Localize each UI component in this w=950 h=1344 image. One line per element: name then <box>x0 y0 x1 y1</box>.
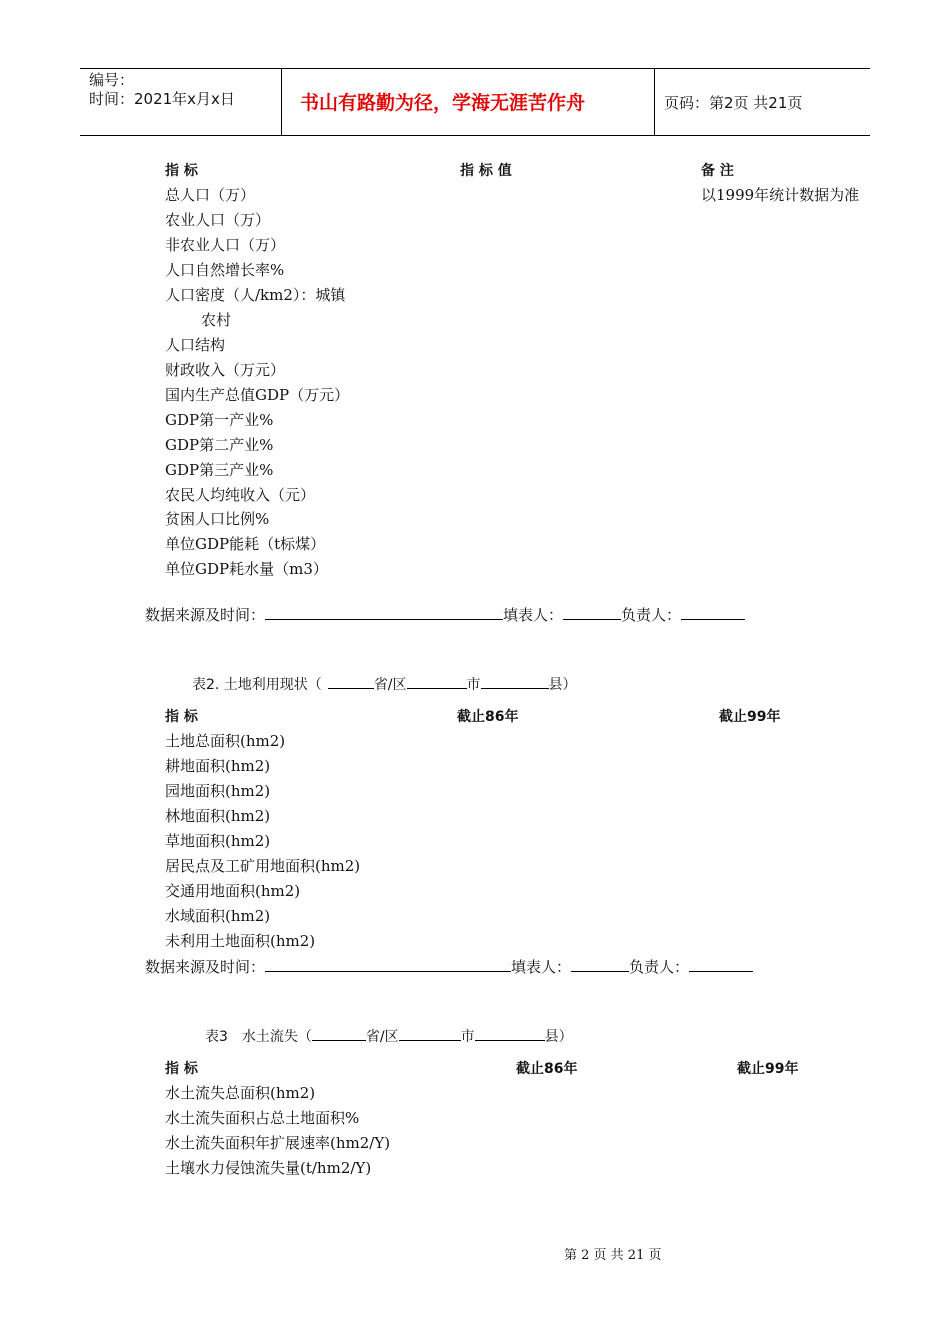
table3-col-86: 截止86年 <box>516 1061 578 1077</box>
table3-row: 土壤水力侵蚀流失量(t/hm2/Y) <box>165 1159 372 1177</box>
header-top-rule <box>80 68 870 69</box>
table1-row: 非农业人口（万） <box>165 236 286 254</box>
table1-row: 总人口（万） <box>165 186 256 204</box>
table1-row: 人口密度（人/km2）：城镇 <box>165 286 346 304</box>
table1-col-indicator: 指 标 <box>165 163 198 179</box>
table3-title-prefix: 表3 水土流失（ <box>205 1029 312 1045</box>
responsible-blank[interactable] <box>689 959 753 972</box>
table1-row: 单位GDP能耗（t标煤） <box>165 535 326 553</box>
table2-row: 耕地面积(hm2) <box>165 757 271 775</box>
table2-row: 未利用土地面积(hm2) <box>165 932 316 950</box>
table1-row: 贫困人口比例% <box>165 510 270 528</box>
table1-signature-line <box>145 607 745 623</box>
province-blank[interactable] <box>312 1028 366 1041</box>
table1-row: 人口自然增长率% <box>165 261 285 279</box>
table3-title <box>205 1028 573 1044</box>
table3-row: 水土流失面积占总土地面积% <box>165 1109 360 1127</box>
table3-row: 水土流失总面积(hm2) <box>165 1084 316 1102</box>
province-blank[interactable] <box>328 676 374 689</box>
header-motto: 书山有路勤为径，学海无涯苦作舟 <box>300 92 586 114</box>
table1-row: 单位GDP耗水量（m3） <box>165 560 328 578</box>
filler-label: 填表人： <box>503 606 564 624</box>
table1-row: 农民人均纯收入（元） <box>165 486 316 504</box>
table1-col-note: 备 注 <box>701 163 734 179</box>
table1-row: 农村 <box>201 311 232 329</box>
city-label: 市 <box>460 1029 475 1045</box>
city-blank[interactable] <box>399 1028 461 1041</box>
filler-blank[interactable] <box>563 607 621 620</box>
table3-col-99: 截止99年 <box>737 1061 799 1077</box>
filler-blank[interactable] <box>571 959 629 972</box>
table2-row: 土地总面积(hm2) <box>165 732 286 750</box>
table1-col-value: 指 标 值 <box>460 163 512 179</box>
header-divider-right <box>654 68 655 135</box>
source-label: 数据来源及时间： <box>145 958 266 976</box>
responsible-label: 负责人： <box>629 958 690 976</box>
page-footer: 第 2 页 共 21 页 <box>564 1248 662 1263</box>
table2-col-indicator: 指 标 <box>165 709 198 725</box>
table1-row: 财政收入（万元） <box>165 361 286 379</box>
table2-signature-line <box>145 959 753 975</box>
table2-row: 林地面积(hm2) <box>165 807 271 825</box>
table1-row: GDP第二产业% <box>165 436 274 454</box>
table2-row: 交通用地面积(hm2) <box>165 882 301 900</box>
county-label: 县） <box>544 1029 573 1045</box>
source-blank[interactable] <box>265 959 511 972</box>
city-blank[interactable] <box>407 676 467 689</box>
header-bottom-rule <box>80 135 870 136</box>
county-label: 县） <box>548 677 577 693</box>
time-label: 时间：2021年x月x日 <box>89 90 235 108</box>
province-label: 省/区 <box>373 677 407 693</box>
responsible-label: 负责人： <box>621 606 682 624</box>
table3-col-indicator: 指 标 <box>165 1061 198 1077</box>
table1-row: GDP第三产业% <box>165 461 274 479</box>
table1-row: 人口结构 <box>165 336 226 354</box>
table2-title <box>192 676 577 692</box>
page-label: 页码：第2页 共21页 <box>664 94 803 112</box>
table2-col-99: 截止99年 <box>719 709 781 725</box>
table1-row: 农业人口（万） <box>165 211 271 229</box>
province-label: 省/区 <box>365 1029 399 1045</box>
table2-row: 草地面积(hm2) <box>165 832 271 850</box>
table1-row: 国内生产总值GDP（万元） <box>165 386 350 404</box>
table1-row: GDP第一产业% <box>165 411 274 429</box>
county-blank[interactable] <box>481 676 549 689</box>
table2-row: 园地面积(hm2) <box>165 782 271 800</box>
table2-row: 居民点及工矿用地面积(hm2) <box>165 857 361 875</box>
source-blank[interactable] <box>265 607 503 620</box>
county-blank[interactable] <box>475 1028 545 1041</box>
responsible-blank[interactable] <box>681 607 745 620</box>
filler-label: 填表人： <box>511 958 572 976</box>
table2-title-prefix: 表2. 土地利用现状（ <box>192 677 322 693</box>
source-label: 数据来源及时间： <box>145 606 266 624</box>
table1-note-text: 以1999年统计数据为准 <box>701 186 860 204</box>
city-label: 市 <box>466 677 481 693</box>
header-divider-left <box>281 68 282 135</box>
table2-col-86: 截止86年 <box>457 709 519 725</box>
table2-row: 水域面积(hm2) <box>165 907 271 925</box>
table3-row: 水土流失面积年扩展速率(hm2/Y) <box>165 1134 391 1152</box>
serial-label: 编号： <box>89 71 135 89</box>
